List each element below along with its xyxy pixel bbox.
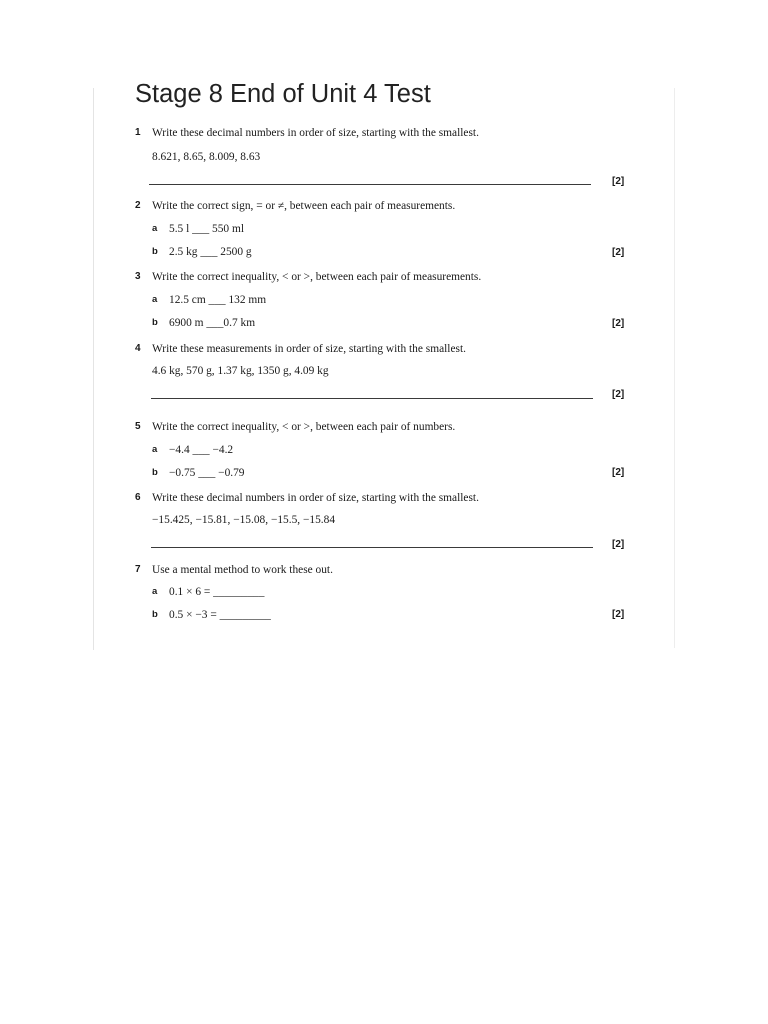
- question-5-marks: [2]: [612, 467, 625, 478]
- question-7-marks: [2]: [612, 609, 625, 620]
- question-number-4: 4: [135, 343, 141, 354]
- question-7-part-a-label: a: [152, 586, 158, 597]
- page-left-edge: [93, 88, 94, 650]
- question-number-6: 6: [135, 492, 141, 503]
- question-3-text: Write the correct inequality, < or >, between each pair of measurements.: [152, 271, 482, 283]
- question-4-marks: [2]: [612, 389, 625, 400]
- question-6-text: Write these decimal numbers in order of size, starting with the smallest.: [152, 492, 479, 504]
- question-3-part-a-label: a: [152, 294, 158, 305]
- question-4-text: Write these measurements in order of size, starting with the smallest.: [152, 343, 466, 355]
- question-6-answer-line: [151, 547, 593, 548]
- question-number-1: 1: [135, 127, 141, 138]
- question-3-part-a-text: 12.5 cm ___ 132 mm: [169, 294, 267, 306]
- question-1-data: 8.621, 8.65, 8.009, 8.63: [152, 151, 261, 163]
- question-3-part-b-text: 6900 m ___0.7 km: [169, 317, 256, 329]
- question-2-part-b-text: 2.5 kg ___ 2500 g: [169, 246, 252, 258]
- page-title: Stage 8 End of Unit 4 Test: [135, 80, 431, 108]
- question-2-marks: [2]: [612, 247, 625, 258]
- question-number-2: 2: [135, 200, 141, 211]
- question-2-text: Write the correct sign, = or ≠, between each pair of measurements.: [152, 200, 456, 212]
- question-6-data: −15.425, −15.81, −15.08, −15.5, −15.84: [152, 514, 336, 526]
- question-2-part-a-text: 5.5 l ___ 550 ml: [169, 223, 244, 235]
- question-7-part-b-text: 0.5 × −3 = _________: [169, 609, 271, 621]
- question-2-part-b-label: b: [152, 246, 158, 257]
- question-3-part-b-label: b: [152, 317, 158, 328]
- question-number-5: 5: [135, 421, 141, 432]
- question-5-part-a-text: −4.4 ___ −4.2: [169, 444, 234, 456]
- question-2-part-a-label: a: [152, 223, 158, 234]
- question-5-part-b-text: −0.75 ___ −0.79: [169, 467, 245, 479]
- question-number-7: 7: [135, 564, 141, 575]
- question-7-part-a-text: 0.1 × 6 = _________: [169, 586, 265, 598]
- question-1-marks: [2]: [612, 176, 625, 187]
- question-5-text: Write the correct inequality, < or >, between each pair of numbers.: [152, 421, 456, 433]
- question-4-data: 4.6 kg, 570 g, 1.37 kg, 1350 g, 4.09 kg: [152, 365, 329, 377]
- question-4-answer-line: [151, 398, 593, 399]
- question-1-text: Write these decimal numbers in order of size, starting with the smallest.: [152, 127, 479, 139]
- question-number-3: 3: [135, 271, 141, 282]
- question-7-part-b-label: b: [152, 609, 158, 620]
- question-7-text: Use a mental method to work these out.: [152, 564, 333, 576]
- question-1-answer-line: [149, 184, 591, 185]
- question-6-marks: [2]: [612, 539, 625, 550]
- question-5-part-a-label: a: [152, 444, 158, 455]
- question-5-part-b-label: b: [152, 467, 158, 478]
- page-right-edge: [674, 88, 675, 648]
- question-3-marks: [2]: [612, 318, 625, 329]
